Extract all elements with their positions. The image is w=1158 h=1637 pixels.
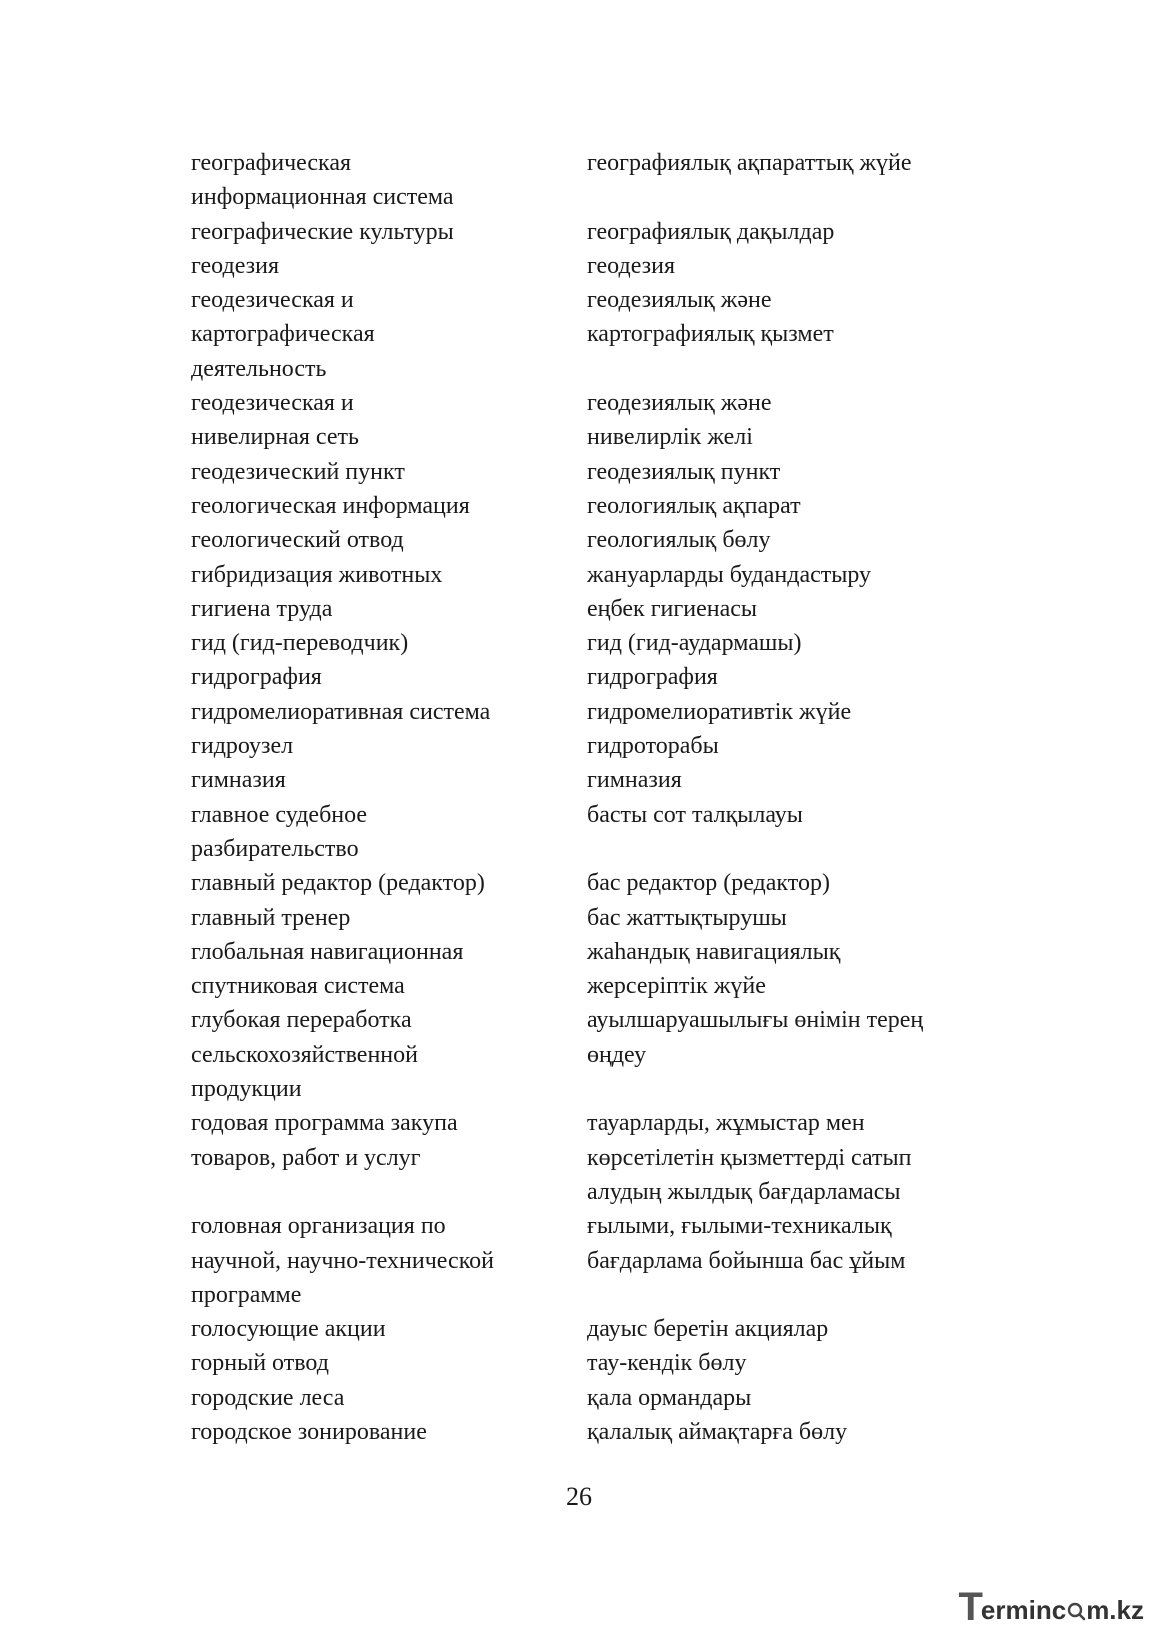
russian-term: геодезическая и картографическая деятельность [191, 287, 375, 382]
glossary-row [191, 1346, 1011, 1380]
glossary-table [191, 146, 1011, 1449]
watermark-text-end: m.kz [1086, 1595, 1144, 1625]
watermark-t: T [958, 1585, 983, 1629]
glossary-row [191, 866, 1011, 900]
kazakh-term: жануарларды будандастыру [587, 561, 872, 588]
kazakh-term: тауарларды, жұмыстар мен көрсетілетін қызметтерді сатып алудың жылдық бағдарламасы [587, 1110, 912, 1205]
kazakh-term: тау-кендік бөлу [587, 1350, 747, 1377]
glossary-row [191, 901, 1011, 935]
russian-term: гигиена труда [191, 595, 333, 622]
kazakh-term: геодезиялық және нивелирлік желі [587, 390, 772, 451]
russian-term: геологический отвод [191, 527, 404, 554]
kazakh-term: еңбек гигиенасы [587, 595, 758, 622]
russian-term: годовая программа закупа товаров, работ и услуг [191, 1110, 458, 1171]
russian-term: глубокая переработка сельскохозяйственной продукции [191, 1007, 418, 1103]
russian-term: главное судебное разбирательство [191, 801, 368, 862]
glossary-row [191, 249, 1011, 283]
kazakh-term: географиялық дақылдар [587, 218, 835, 245]
russian-term: гибридизация животных [191, 561, 443, 588]
glossary-row [191, 489, 1011, 523]
kazakh-term: географиялық ақпараттық жүйе [587, 150, 912, 176]
glossary-row [191, 798, 1011, 867]
termincom-watermark-logo [958, 1587, 1144, 1627]
watermark-text-start: erminc [980, 1595, 1067, 1625]
kazakh-term: қалалық аймақтарға бөлу [587, 1418, 848, 1445]
russian-term: городские леса [191, 1384, 345, 1411]
glossary-row [191, 1381, 1011, 1415]
glossary-row [191, 592, 1011, 626]
kazakh-term: геодезиялық пункт [587, 458, 781, 485]
kazakh-term: гидроторабы [587, 733, 719, 760]
russian-term: голосующие акции [191, 1316, 386, 1343]
russian-term: гид (гид-переводчик) [191, 630, 409, 657]
kazakh-term: гид (гид-аудармашы) [587, 630, 802, 657]
kazakh-term: геодезиялық және картографиялық қызмет [587, 287, 834, 348]
kazakh-term: геологиялық бөлу [587, 527, 771, 554]
russian-term: геодезический пункт [191, 458, 405, 485]
kazakh-term: гидрография [587, 664, 718, 691]
kazakh-term: геодезия [587, 252, 676, 279]
glossary-row [191, 386, 1011, 455]
russian-term: городское зонирование [191, 1418, 427, 1445]
glossary-row [191, 146, 1011, 215]
glossary-row [191, 1312, 1011, 1346]
kazakh-term: ғылыми, ғылыми-техникалық бағдарлама бойынша бас ұйым [587, 1213, 906, 1274]
russian-term: гидроузел [191, 733, 294, 760]
glossary-row [191, 660, 1011, 694]
glossary-row [191, 455, 1011, 489]
glossary-row [191, 523, 1011, 557]
glossary-row [191, 695, 1011, 729]
russian-term: геологическая информация [191, 492, 470, 519]
kazakh-term: бас редактор (редактор) [587, 870, 830, 897]
glossary-row [191, 729, 1011, 763]
kazakh-term: дауыс беретін акциялар [587, 1316, 829, 1343]
kazakh-term: қала ормандары [587, 1384, 752, 1411]
kazakh-term: ауылшаруашылығы өнімін терең өңдеу [587, 1007, 924, 1068]
russian-term: главный редактор (редактор) [191, 870, 485, 897]
kazakh-term: геологиялық ақпарат [587, 492, 801, 519]
glossary-row [191, 763, 1011, 797]
russian-term: глобальная навигационная спутниковая система [191, 938, 464, 1000]
russian-term: географическая информационная система [191, 150, 454, 211]
russian-term: гидрография [191, 664, 322, 691]
russian-term: геодезия [191, 252, 280, 279]
kazakh-term: бас жаттықтырушы [587, 904, 787, 931]
russian-term: гидромелиоративная система [191, 698, 491, 725]
magnifier-icon [1066, 1601, 1086, 1621]
page-number: 26 [566, 1482, 592, 1511]
kazakh-term: гидромелиоративтік жүйе [587, 698, 852, 725]
russian-term: гимназия [191, 767, 286, 794]
russian-term: главный тренер [191, 904, 351, 931]
glossary-row [191, 1106, 1011, 1209]
glossary-row [191, 1003, 1011, 1106]
glossary-row [191, 626, 1011, 660]
russian-term: горный отвод [191, 1350, 329, 1377]
glossary-row [191, 283, 1011, 386]
kazakh-term: басты сот талқылауы [587, 801, 803, 828]
glossary-row [191, 1209, 1011, 1312]
glossary-row [191, 215, 1011, 249]
glossary-row [191, 1415, 1011, 1449]
kazakh-term: гимназия [587, 767, 682, 794]
russian-term: географические культуры [191, 218, 454, 245]
russian-term: головная организация по научной, научно-технической программе [191, 1213, 494, 1308]
glossary-row [191, 558, 1011, 592]
glossary-row [191, 935, 1011, 1004]
russian-term: геодезическая и нивелирная сеть [191, 390, 359, 451]
kazakh-term: жаһандық навигациялық жерсеріптік жүйе [587, 938, 841, 1000]
